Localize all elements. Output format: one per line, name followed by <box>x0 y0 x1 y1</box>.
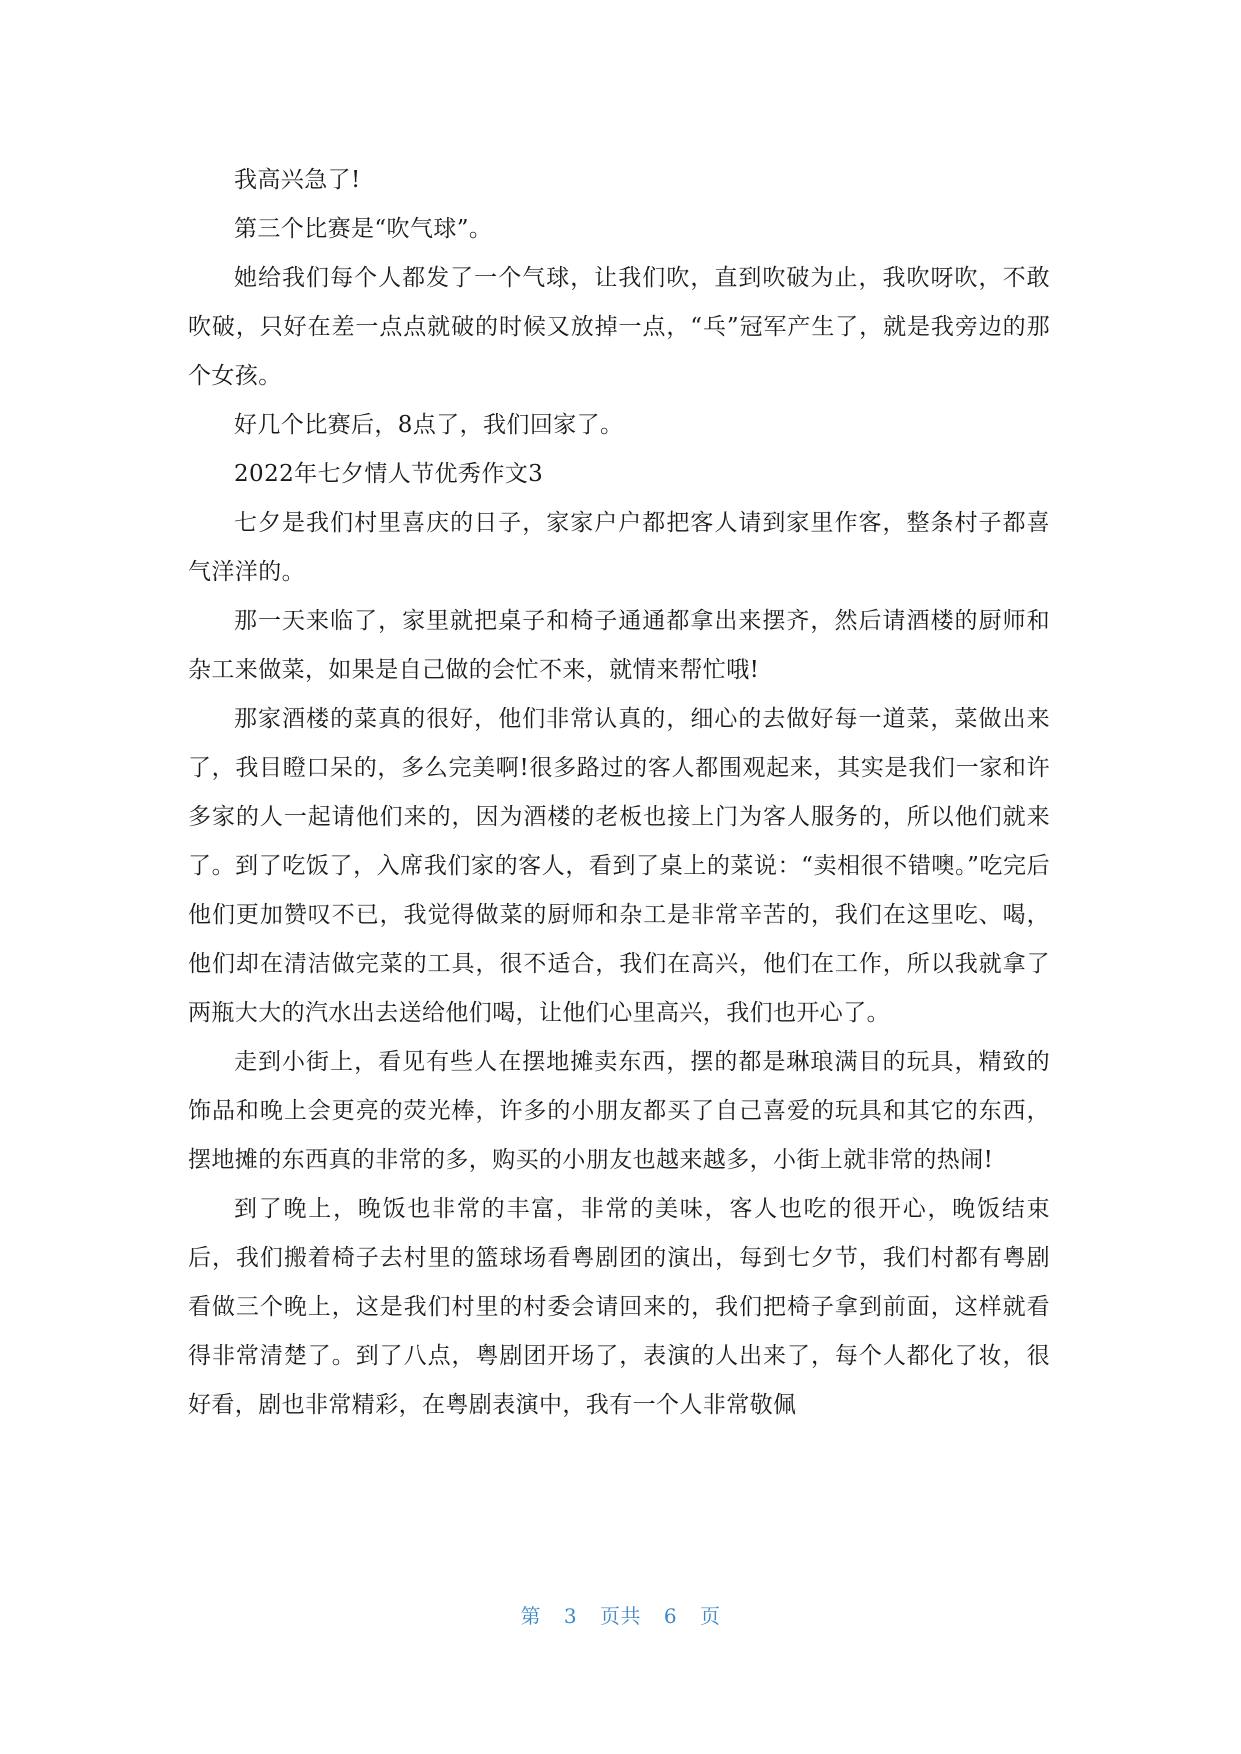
paragraph: 七夕是我们村里喜庆的日子，家家户户都把客人请到家里作客，整条村子都喜气洋洋的。 <box>188 510 1050 585</box>
paragraph: 她给我们每个人都发了一个气球，让我们吹，直到吹破为止，我吹呀吹，不敢吹破，只好在差一点点就破的时候又放掉一点，“乓”冠军产生了，就是我旁边的那个女孩。 <box>188 265 1050 389</box>
paragraph: 那一天来临了，家里就把桌子和椅子通通都拿出来摆齐，然后请酒楼的厨师和杂工来做菜，如果是自己做的会忙不来，就情来帮忙哦! <box>188 608 1050 683</box>
paragraph: 走到小街上，看见有些人在摆地摊卖东西，摆的都是琳琅满目的玩具，精致的饰品和晚上会更亮的荧光棒，许多的小朋友都买了自己喜爱的玩具和其它的东西，摆地摊的东西真的非常的多，购买的小朋友也越来越多，小街上就非常的热闹! <box>188 1049 1050 1173</box>
section-heading: 2022年七夕情人节优秀作文3 <box>234 461 544 487</box>
total-pages-number: 6 <box>663 1604 678 1628</box>
footer-middle: 页共 <box>600 1604 641 1628</box>
paragraph: 那家酒楼的菜真的很好，他们非常认真的，细心的去做好每一道菜，菜做出来了，我目瞪口呆的，多么完美啊!很多路过的客人都围观起来，其实是我们一家和许多家的人一起请他们来的，因为酒楼的老板也接上门为客人服务的，所以他们就来了。到了吃饭了，入席我们家的客人，看到了桌上的菜说：“卖相很不错噢。”吃完后他们更加赞叹不已，我觉得做菜的厨师和杂工是非常辛苦的，我们在这里吃、喝，他们却在清洁做完菜的工具，很不适合，我们在高兴，他们在工作，所以我就拿了两瓶大大的汽水出去送给他们喝，让他们心里高兴，我们也开心了。 <box>188 706 1050 1026</box>
paragraph: 好几个比赛后，8点了，我们回家了。 <box>234 412 624 438</box>
footer-suffix: 页 <box>699 1604 721 1628</box>
body-text <box>188 156 1050 1430</box>
current-page-number: 3 <box>563 1604 578 1628</box>
footer-prefix: 第 <box>520 1604 542 1628</box>
paragraph: 我高兴急了! <box>234 167 361 193</box>
paragraph: 第三个比赛是“吹气球”。 <box>234 216 493 242</box>
page-footer <box>0 1600 1241 1629</box>
paragraph: 到了晚上，晚饭也非常的丰富，非常的美味，客人也吃的很开心，晚饭结束后，我们搬着椅子去村里的篮球场看粤剧团的演出，每到七夕节，我们村都有粤剧看做三个晚上，这是我们村里的村委会请回来的，我们把椅子拿到前面，这样就看得非常清楚了。到了八点，粤剧团开场了，表演的人出来了，每个人都化了妆，很好看，剧也非常精彩，在粤剧表演中，我有一个人非常敬佩 <box>188 1196 1050 1418</box>
